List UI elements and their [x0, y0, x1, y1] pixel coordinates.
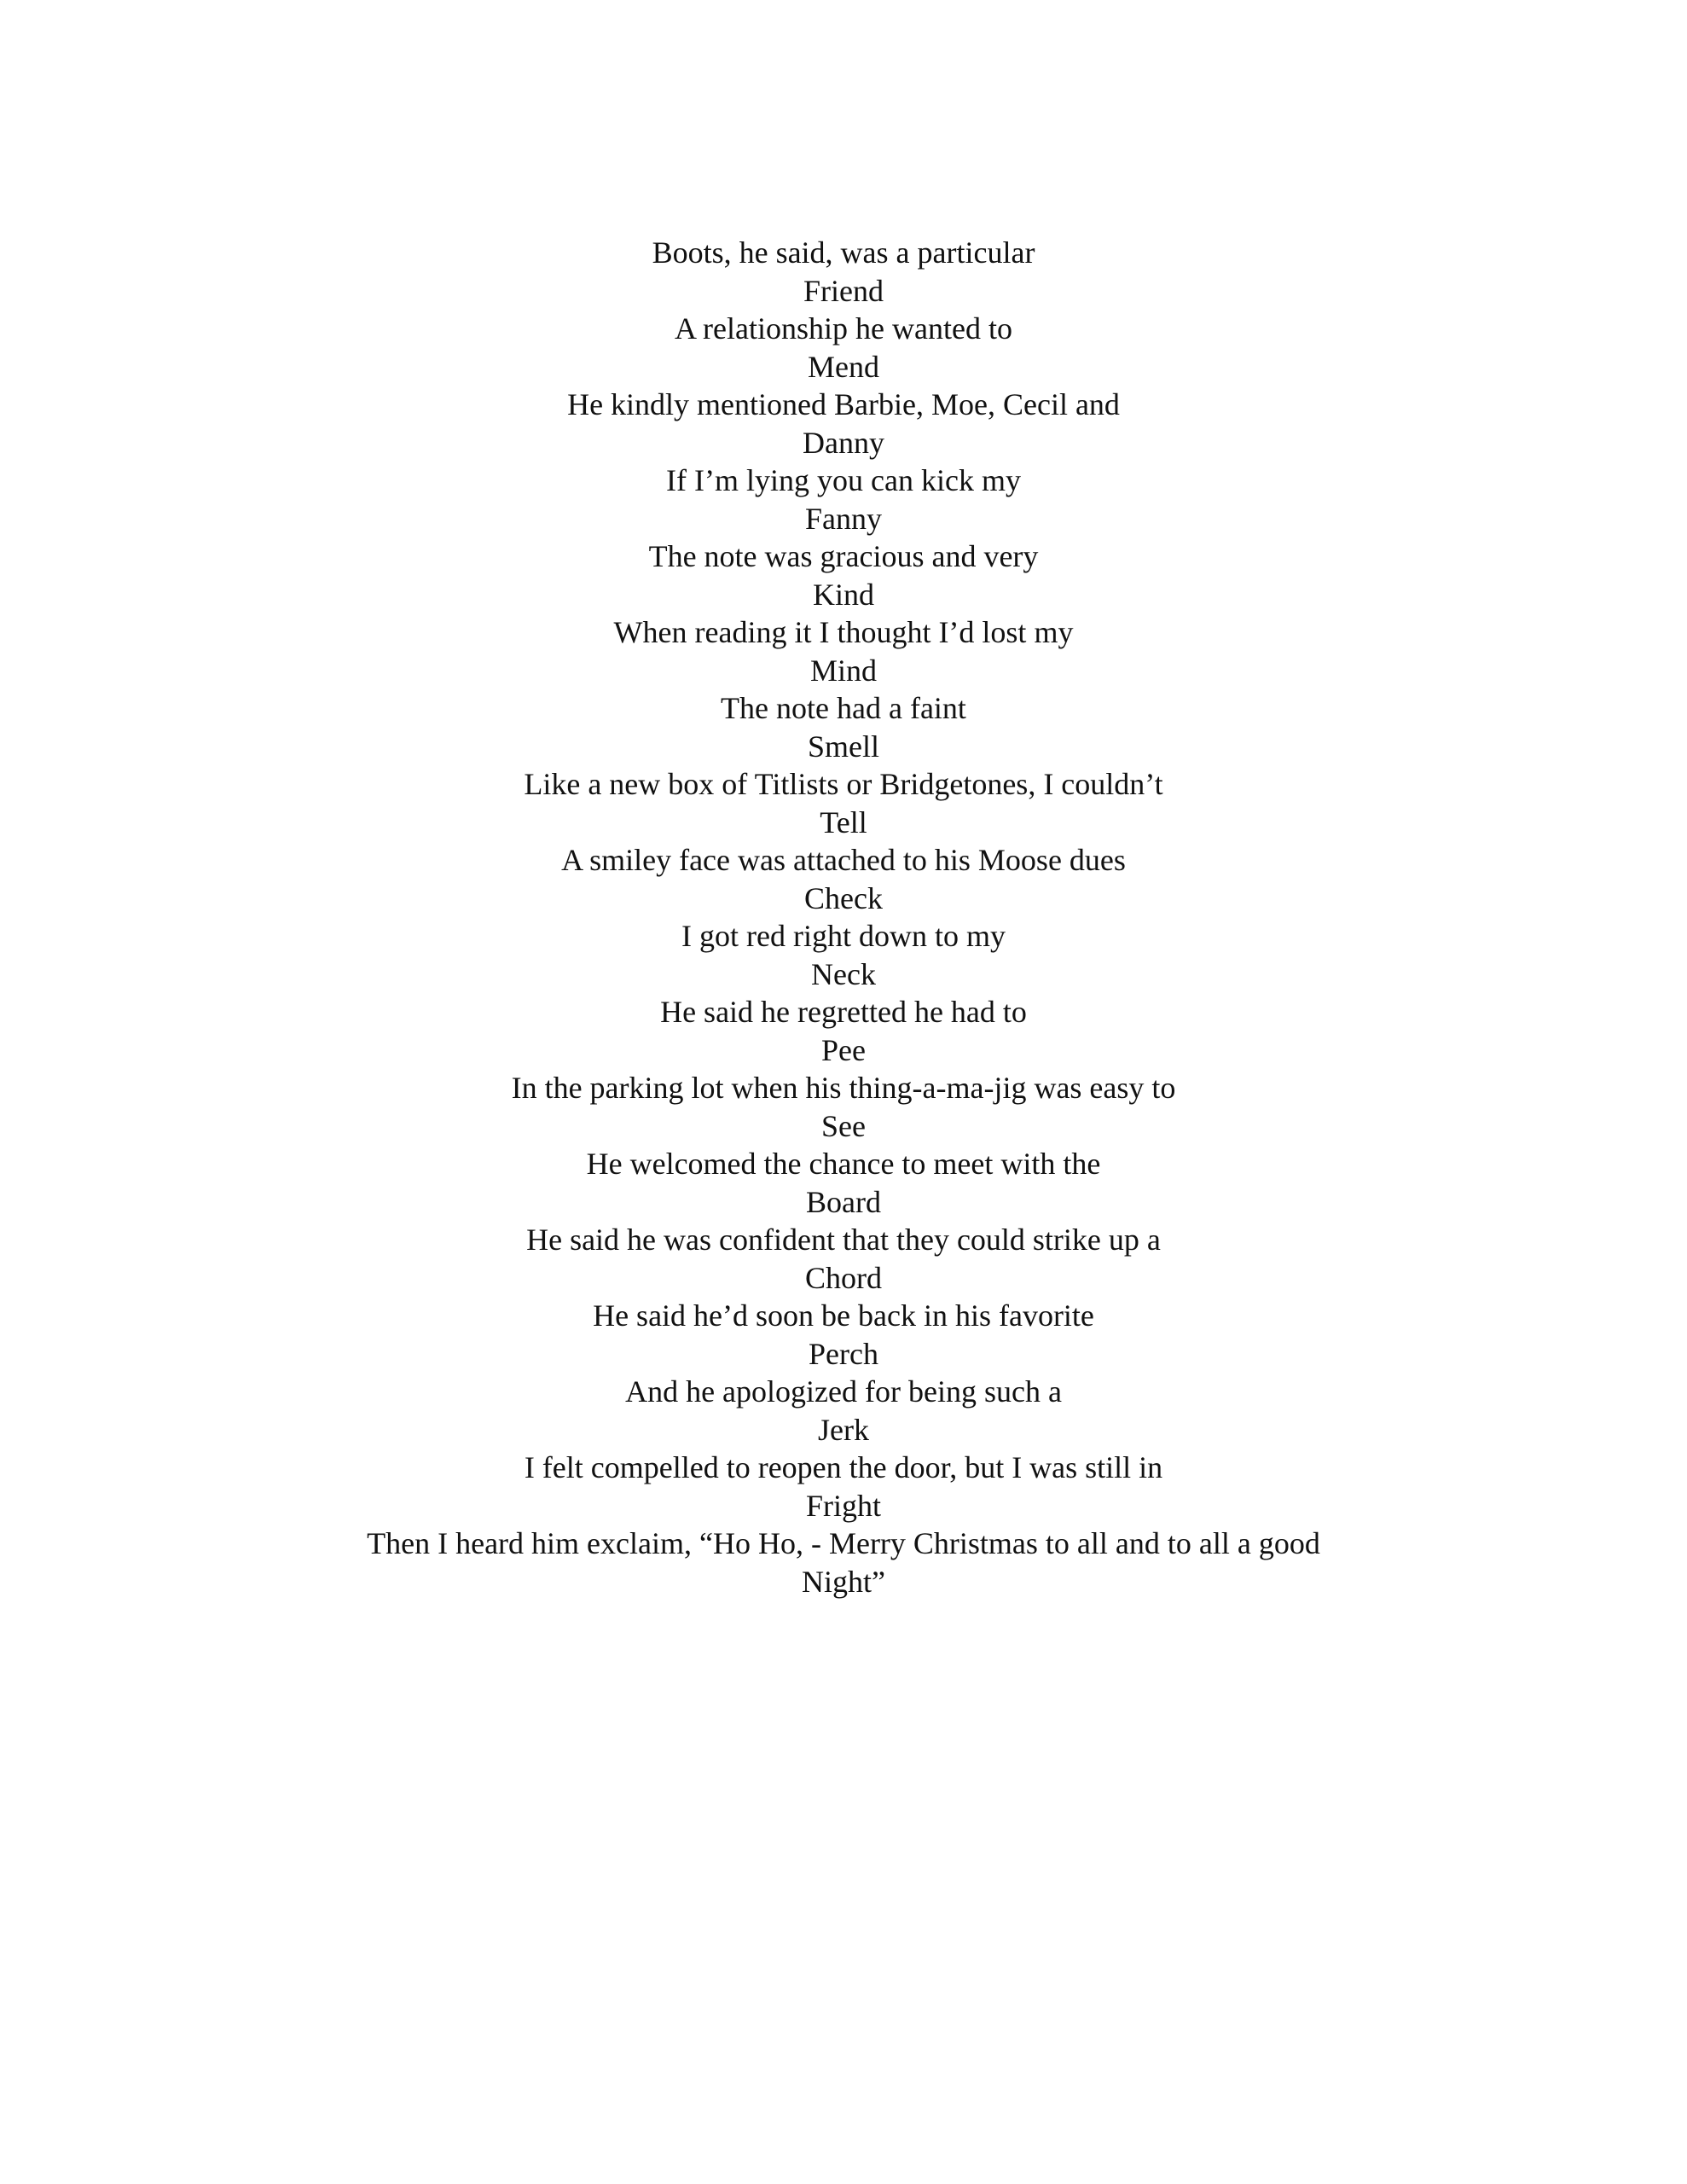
poem-line: I felt compelled to reopen the door, but I was still in — [524, 1450, 1163, 1484]
poem-line: A relationship he wanted to — [675, 311, 1012, 346]
poem-line: Board — [806, 1184, 881, 1219]
poem-line: In the parking lot when his thing-a-ma-jig was easy to — [511, 1071, 1176, 1105]
poem-line: Then I heard him exclaim, “Ho Ho, - Merry Christmas to all and to all a good — [367, 1526, 1320, 1560]
poem-line: The note was gracious and very — [648, 539, 1039, 573]
poem-line: When reading it I thought I’d lost my — [613, 615, 1074, 649]
poem-line: Friend — [803, 273, 884, 308]
poem-line: Perch — [809, 1336, 878, 1371]
poem-line: He kindly mentioned Barbie, Moe, Cecil and — [567, 387, 1120, 421]
poem-line: Neck — [811, 956, 876, 991]
poem-line: See — [821, 1108, 866, 1143]
poem-line: Check — [804, 880, 883, 915]
poem-line: The note had a faint — [721, 691, 966, 725]
poem-line: He welcomed the chance to meet with the — [586, 1147, 1101, 1181]
poem-line: Mind — [809, 653, 877, 688]
poem-line: Boots, he said, was a particular — [652, 235, 1035, 270]
poem-line: Jerk — [818, 1412, 869, 1447]
poem-line: Fright — [805, 1488, 881, 1523]
poem-line: Danny — [803, 425, 884, 460]
poem-line: Tell — [820, 804, 867, 839]
poem-line: He said he regretted he had to — [660, 995, 1027, 1029]
poem-line: He said he was confident that they could strike up a — [526, 1223, 1161, 1257]
poem-line: Kind — [813, 577, 874, 612]
poem-line: And he apologized for being such a — [625, 1374, 1062, 1409]
poem-body — [0, 234, 1687, 1600]
poem-line: Chord — [805, 1260, 882, 1295]
poem-line: Mend — [808, 349, 879, 384]
poem-line: If I’m lying you can kick my — [666, 463, 1021, 497]
poem-line: Smell — [807, 729, 879, 764]
poem-line: Fanny — [805, 501, 882, 536]
poem-line: Night” — [802, 1564, 885, 1599]
poem-line: He said he’d soon be back in his favorite — [593, 1298, 1094, 1333]
poem-line: I got red right down to my — [681, 919, 1006, 953]
poem-line: Pee — [821, 1032, 866, 1067]
poem-line: Like a new box of Titlists or Bridgetones, I couldn’t — [524, 767, 1163, 801]
poem-line: A smiley face was attached to his Moose dues — [561, 843, 1126, 877]
